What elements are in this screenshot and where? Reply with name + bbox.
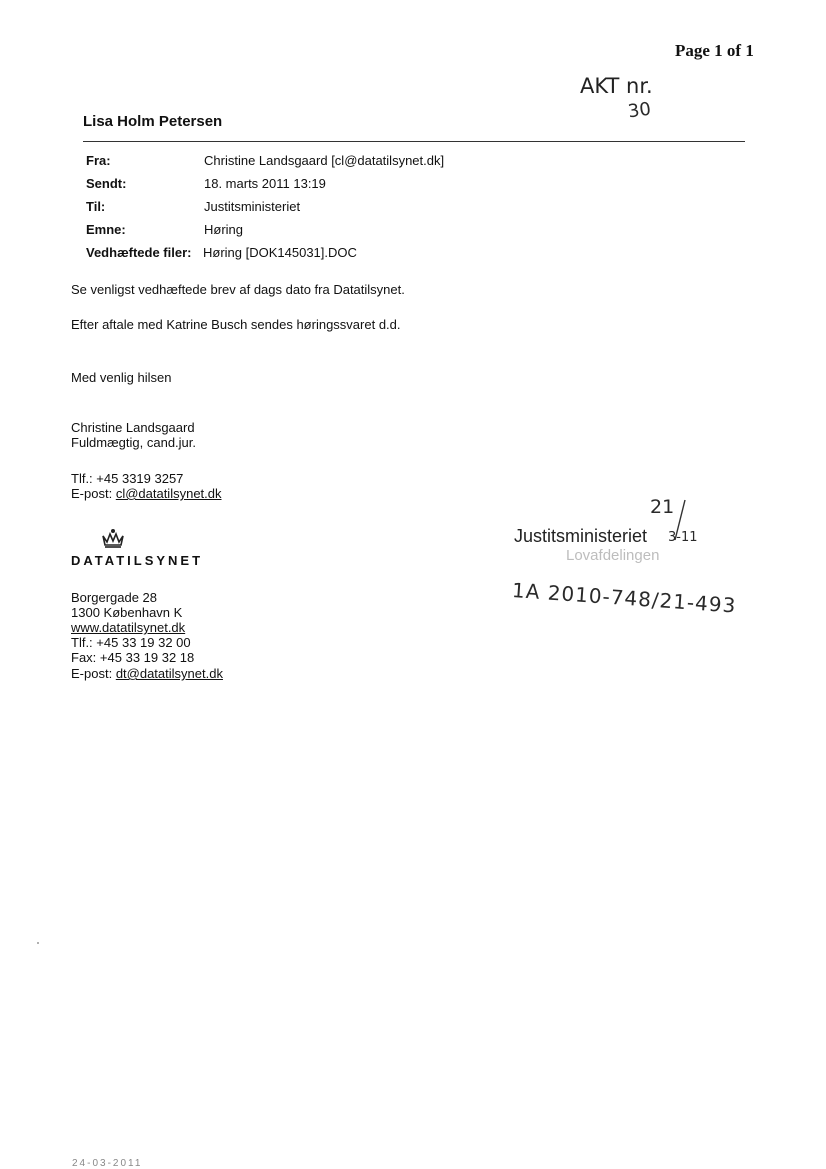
akt-label: AKT nr. [580, 74, 653, 98]
akt-number-handwritten: 30 [626, 98, 653, 123]
footer-mark: 24-03-2011 [72, 1158, 143, 1169]
sender-name: Lisa Holm Petersen [83, 113, 223, 130]
signature-phone [71, 471, 183, 486]
header-label-subject: Emne: [86, 222, 126, 237]
header-value-from: Christine Landsgaard [cl@datatilsynet.dk] [204, 153, 445, 168]
handwritten-date-rest: 3-11 [668, 530, 698, 545]
scan-speck [37, 942, 39, 944]
org-email-label: E-post: [71, 666, 113, 681]
signature-email-label: E-post: [71, 486, 113, 501]
header-divider [83, 141, 745, 142]
org-email [71, 666, 223, 681]
signature-phone-label: Tlf.: [71, 471, 93, 486]
org-fax [71, 650, 194, 665]
org-city: 1300 København K [71, 605, 183, 620]
header-label-sent: Sendt: [86, 176, 127, 191]
org-email-link[interactable]: dt@datatilsynet.dk [115, 666, 223, 681]
crown-icon [100, 527, 126, 549]
org-phone-value: +45 33 19 32 00 [96, 635, 191, 650]
org-fax-value: +45 33 19 32 18 [99, 650, 195, 665]
header-label-to: Til: [86, 199, 106, 214]
body-line-1: Se venligst vedhæftede brev af dags dato fra Datatilsynet. [71, 282, 405, 297]
signature-name: Christine Landsgaard [71, 420, 195, 435]
handwritten-journal-number: 1A 2010-748/21-493 [511, 578, 738, 618]
header-label-from: Fra: [86, 153, 111, 168]
org-street: Borgergade 28 [71, 590, 158, 605]
header-value-sent: 18. marts 2011 13:19 [204, 176, 326, 191]
stamp-department [566, 547, 659, 564]
greeting: Med venlig hilsen [71, 370, 172, 385]
header-value-subject: Høring [204, 222, 244, 237]
signature-email [71, 486, 222, 501]
org-phone-label: Tlf.: [71, 635, 93, 650]
header-label-attachments: Vedhæftede filer: [86, 245, 192, 260]
org-fax-label: Fax: [71, 650, 97, 665]
signature-email-link[interactable]: cl@datatilsynet.dk [115, 486, 222, 501]
signature-phone-value: +45 3319 3257 [96, 471, 184, 486]
org-phone [71, 635, 191, 650]
signature-title: Fuldmægtig, cand.jur. [71, 435, 197, 450]
header-value-attachments: Høring [DOK145031].DOC [203, 245, 357, 260]
stamp-ministry: Justitsministeriet [514, 526, 648, 546]
stamp-department-text: Lovafdelingen [566, 547, 660, 564]
handwritten-date-day: 21 [650, 496, 675, 518]
header-value-to: Justitsministeriet [204, 199, 301, 214]
page-indicator: Page 1 of 1 [675, 41, 754, 60]
organization-logo-text: DATATILSYNET [71, 553, 204, 568]
body-line-2: Efter aftale med Katrine Busch sendes høringssvaret d.d. [71, 317, 401, 332]
org-website-link[interactable]: www.datatilsynet.dk [71, 620, 186, 635]
